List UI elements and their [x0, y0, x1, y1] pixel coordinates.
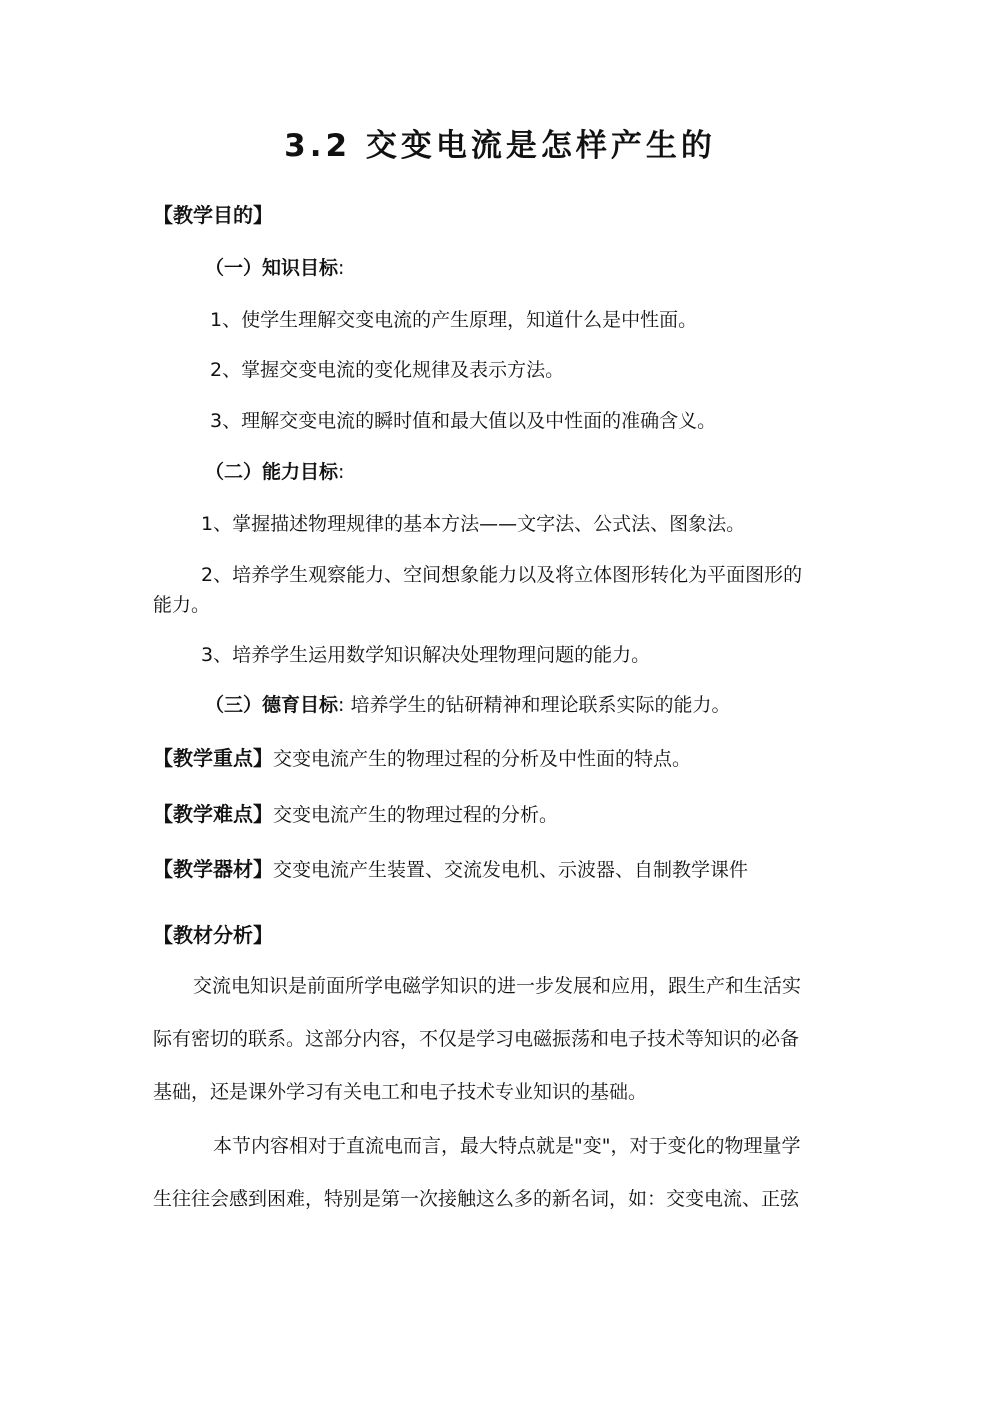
- equipment-line: [153, 857, 748, 882]
- knowledge-goals-colon: :: [338, 257, 345, 279]
- knowledge-item-3: 3、理解交变电流的瞬时值和最大值以及中性面的准确含义。: [210, 410, 717, 432]
- knowledge-goals-label: （一）知识目标: [205, 257, 339, 279]
- knowledge-item-1: 1、使学生理解交变电流的产生原理，知道什么是中性面。: [210, 309, 698, 331]
- ability-goals-label: （二）能力目标: [205, 461, 339, 483]
- equipment-text: 交变电流产生装置、交流发电机、示波器、自制教学课件: [273, 859, 749, 881]
- ability-item-2-continued: 能力。: [153, 594, 211, 616]
- analysis-line-5: 生往往会感到困难，特别是第一次接触这么多的新名词，如：交变电流、正弦: [153, 1188, 800, 1210]
- analysis-line-2: 际有密切的联系。这部分内容，不仅是学习电磁振荡和电子技术等知识的必备: [153, 1028, 800, 1050]
- ability-item-1: 1、掌握描述物理规律的基本方法——文字法、公式法、图象法。: [201, 513, 746, 535]
- moral-goals-line: [205, 693, 730, 717]
- key-points-text: 交变电流产生的物理过程的分析及中性面的特点。: [273, 748, 692, 770]
- analysis-line-4: 本节内容相对于直流电而言，最大特点就是"变"，对于变化的物理量学: [213, 1135, 801, 1157]
- analysis-line-1: 交流电知识是前面所学电磁学知识的进一步发展和应用，跟生产和生活实: [193, 975, 802, 997]
- ability-item-3: 3、培养学生运用数学知识解决处理物理问题的能力。: [201, 644, 651, 666]
- analysis-line-3: 基础，还是课外学习有关电工和电子技术专业知识的基础。: [153, 1081, 648, 1103]
- key-points-line: [153, 746, 691, 771]
- difficulties-label: 【教学难点】: [153, 802, 273, 826]
- knowledge-item-2: 2、掌握交变电流的变化规律及表示方法。: [210, 359, 565, 381]
- section-analysis-heading: 【教材分析】: [153, 923, 273, 947]
- equipment-label: 【教学器材】: [153, 857, 273, 881]
- ability-goals-heading: [205, 460, 344, 484]
- ability-item-2: 2、培养学生观察能力、空间想象能力以及将立体图形转化为平面图形的: [201, 564, 803, 586]
- knowledge-goals-heading: [205, 256, 344, 280]
- difficulties-line: [153, 802, 558, 827]
- ability-goals-colon: :: [338, 461, 345, 483]
- moral-goals-text: : 培养学生的钻研精神和理论联系实际的能力。: [338, 694, 731, 716]
- difficulties-text: 交变电流产生的物理过程的分析。: [273, 804, 559, 826]
- key-points-label: 【教学重点】: [153, 746, 273, 770]
- section-objectives-heading: 【教学目的】: [153, 203, 273, 227]
- moral-goals-label: （三）德育目标: [205, 694, 339, 716]
- document-title: 3.2 交变电流是怎样产生的: [284, 128, 716, 164]
